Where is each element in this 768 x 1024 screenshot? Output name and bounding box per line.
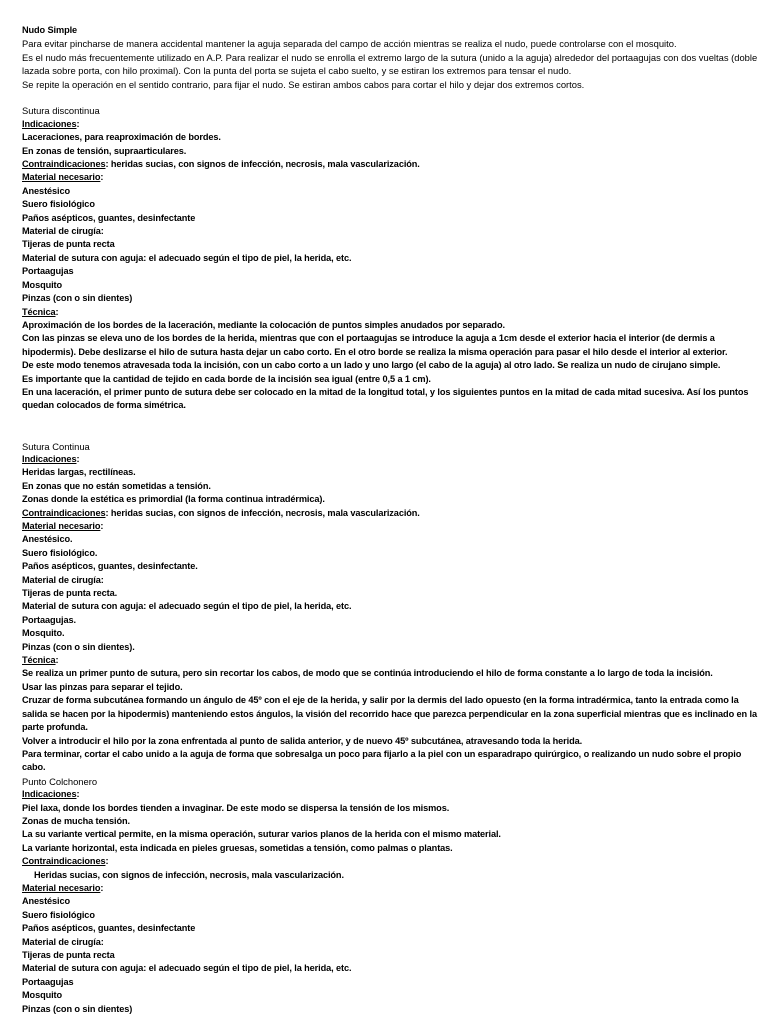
- list-item: Anestésico: [22, 185, 71, 196]
- contraindicaciones-text: Heridas sucias, con signos de infección, necrosis, mala vascularización.: [34, 869, 344, 880]
- list-item: Mosquito: [22, 279, 63, 290]
- list-item: Material de cirugía:: [22, 936, 104, 947]
- tecnica-paragraph: De este modo tenemos atravesada toda la incisión, con un cabo corto a un lado y uno largo (el cabo de la aguja) al otro lado. Se realiza un nudo de cirujano simple.: [22, 360, 721, 371]
- list-item: Piel laxa, donde los bordes tienden a invaginar. De este modo se dispersa la tensión de los mismos.: [22, 802, 450, 813]
- material-label: Material necesario: [22, 882, 101, 893]
- material-heading: Material necesario:: [22, 172, 104, 183]
- list-item: En zonas de tensión, supraarticulares.: [22, 145, 187, 156]
- contraindicaciones-heading: Contraindicaciones:: [22, 856, 109, 867]
- list-item: Tijeras de punta recta: [22, 239, 115, 250]
- list-item: Material de cirugía:: [22, 226, 104, 237]
- list-item: Pinzas (con o sin dientes): [22, 293, 133, 304]
- list-item: La su variante vertical permite, en la misma operación, suturar varios planos de la herida con el mismo material.: [22, 829, 501, 840]
- tecnica-paragraph: Usar las pinzas para separar el tejido.: [22, 681, 183, 692]
- spacer: [22, 413, 758, 440]
- list-item: Anestésico: [22, 896, 71, 907]
- list-item: Anestésico.: [22, 534, 73, 545]
- list-item: Pinzas (con o sin dientes): [22, 1003, 133, 1014]
- tecnica-paragraph: Aproximación de los bordes de la laceración, mediante la colocación de puntos simples anudados por separado.: [22, 319, 505, 330]
- list-item: Material de sutura con aguja: el adecuado según el tipo de piel, la herida, etc.: [22, 601, 352, 612]
- contraindicaciones-line: [22, 507, 758, 520]
- contraindicaciones-text: : heridas sucias, con signos de infección, necrosis, mala vascularización.: [105, 159, 420, 170]
- tecnica-paragraph: Cruzar de forma subcutánea formando un ángulo de 45º con el eje de la herida, y salir por la dermis del lado opuesto (en la forma intradérmica, tanto la entrada como la salida se hacen por la hipodermis) manteniendo estos ángulos, la visión del recorrido hace que parezca perpendicular en la zona superficial mientras que es inclinado en la parte profunda.: [22, 695, 757, 733]
- list-item: Material de sutura con aguja: el adecuado según el tipo de piel, la herida, etc.: [22, 252, 352, 263]
- nudo-simple-paragraph-2: Es el nudo más frecuentemente utilizado en A.P. Para realizar el nudo se enrolla el extremo largo de la sutura (unido a la aguja) alrededor del portaagujas con dos vueltas (doble lazada sobre porta, con hilo proximal). Con la punta del porta se sujeta el cabo suelto, y se estiran los extremos para tensar el nudo.: [22, 51, 758, 77]
- tecnica-paragraph: Con las pinzas se eleva uno de los bordes de la herida, mientras que con el portaagujas se introduce la aguja a 1cm desde el exterior hacia el interior (de dermis a hipodermis). Debe deslizarse el hilo de sutura hasta dejar un cabo corto. En el otro borde se realiza la misma operación para pasar el hilo desde el interior al exterior.: [22, 333, 728, 357]
- nudo-simple-paragraph-1: Para evitar pincharse de manera accidental mantener la aguja separada del campo de acción mientras se realiza el nudo, puede controlarse con el mosquito.: [22, 38, 677, 50]
- list-item: Mosquito.: [22, 628, 65, 639]
- tecnica-label: Técnica: [22, 655, 56, 666]
- list-item: Tijeras de punta recta: [22, 950, 115, 960]
- nudo-simple-title: Nudo Simple: [22, 25, 78, 35]
- indicaciones-heading: Indicaciones:: [22, 118, 80, 129]
- list-item: Portaagujas: [22, 266, 74, 277]
- contraindicaciones-text: : heridas sucias, con signos de infección, necrosis, mala vascularización.: [105, 507, 420, 518]
- list-item: Suero fisiológico.: [22, 547, 98, 558]
- tecnica-paragraph: En una laceración, el primer punto de sutura debe ser colocado en la mitad de la longitud total, y los siguientes puntos en la mitad de cada mitad sucesiva. Así los puntos quedan colocados de forma simétrica.: [22, 386, 749, 411]
- list-item: Suero fisiológico: [22, 909, 95, 920]
- list-item: Paños asépticos, guantes, desinfectante.: [22, 561, 198, 572]
- tecnica-heading: Técnica:: [22, 655, 59, 666]
- list-item: Mosquito: [22, 990, 63, 1001]
- indicaciones-label: Indicaciones: [22, 789, 77, 800]
- tecnica-paragraph: Se realiza un primer punto de sutura, pero sin recortar los cabos, de modo que se continúa introduciendo el hilo de forma constante a lo largo de toda la incisión.: [22, 668, 713, 679]
- list-item: Tijeras de punta recta.: [22, 588, 118, 599]
- list-item: Suero fisiológico: [22, 199, 95, 210]
- contraindicaciones-label: Contraindicaciones: [22, 159, 106, 170]
- material-heading: Material necesario:: [22, 521, 104, 531]
- material-label: Material necesario: [22, 521, 101, 531]
- tecnica-paragraph: Para terminar, cortar el cabo unido a la aguja de forma que sobresalga un poco para fijarlo a la piel con un esparadrapo quirúrgico, o realizando un nudo sobre el propio cabo.: [22, 748, 742, 773]
- material-label: Material necesario: [22, 172, 101, 183]
- indicaciones-heading: Indicaciones:: [22, 453, 80, 464]
- indicaciones-label: Indicaciones: [22, 118, 77, 129]
- spacer: [22, 91, 758, 104]
- list-item: Heridas largas, rectilíneas.: [22, 467, 136, 478]
- list-item: Paños asépticos, guantes, desinfectante: [22, 923, 196, 934]
- sutura-discontinua-title: Sutura discontinua: [22, 105, 100, 117]
- tecnica-paragraph: Volver a introducir el hilo por la zona enfrentada al punto de salida anterior, y de nuevo 45º subcutánea, atravesando toda la herida.: [22, 735, 583, 746]
- list-item: Laceraciones, para reaproximación de bordes.: [22, 132, 221, 143]
- list-item: La variante horizontal, esta indicada en pieles gruesas, sometidas a tensión, como palmas o plantas.: [22, 842, 453, 853]
- list-item: Material de cirugía:: [22, 574, 104, 585]
- punto-colchonero-title: Punto Colchonero: [22, 775, 98, 787]
- list-item: Pinzas (con o sin dientes).: [22, 641, 135, 652]
- list-item: Zonas donde la estética es primordial (la forma continua intradérmica).: [22, 494, 325, 505]
- nudo-simple-paragraph-3: Se repite la operación en el sentido contrario, para fijar el nudo. Se estiran ambos cabos para cortar el hilo y dejar dos extremos cortos.: [22, 78, 585, 90]
- tecnica-paragraph: Es importante que la cantidad de tejido en cada borde de la incisión sea igual (entre 0,5 a 1 cm).: [22, 373, 431, 384]
- list-item: Paños asépticos, guantes, desinfectante: [22, 212, 196, 223]
- list-item: Portaagujas.: [22, 614, 76, 625]
- list-item: Material de sutura con aguja: el adecuado según el tipo de piel, la herida, etc.: [22, 963, 352, 974]
- list-item: Zonas de mucha tensión.: [22, 815, 130, 826]
- material-heading: Material necesario:: [22, 882, 104, 893]
- contraindicaciones-label: Contraindicaciones: [22, 507, 106, 518]
- indicaciones-label: Indicaciones: [22, 453, 77, 464]
- list-item: En zonas que no están sometidas a tensión.: [22, 480, 211, 491]
- sutura-continua-title: Sutura Continua: [22, 440, 90, 452]
- contraindicaciones-label: Contraindicaciones: [22, 856, 106, 867]
- list-item: Portaagujas: [22, 976, 74, 987]
- tecnica-label: Técnica: [22, 306, 56, 317]
- contraindicaciones-line: [22, 158, 758, 171]
- indicaciones-heading: Indicaciones:: [22, 789, 80, 800]
- tecnica-heading: Técnica:: [22, 306, 59, 317]
